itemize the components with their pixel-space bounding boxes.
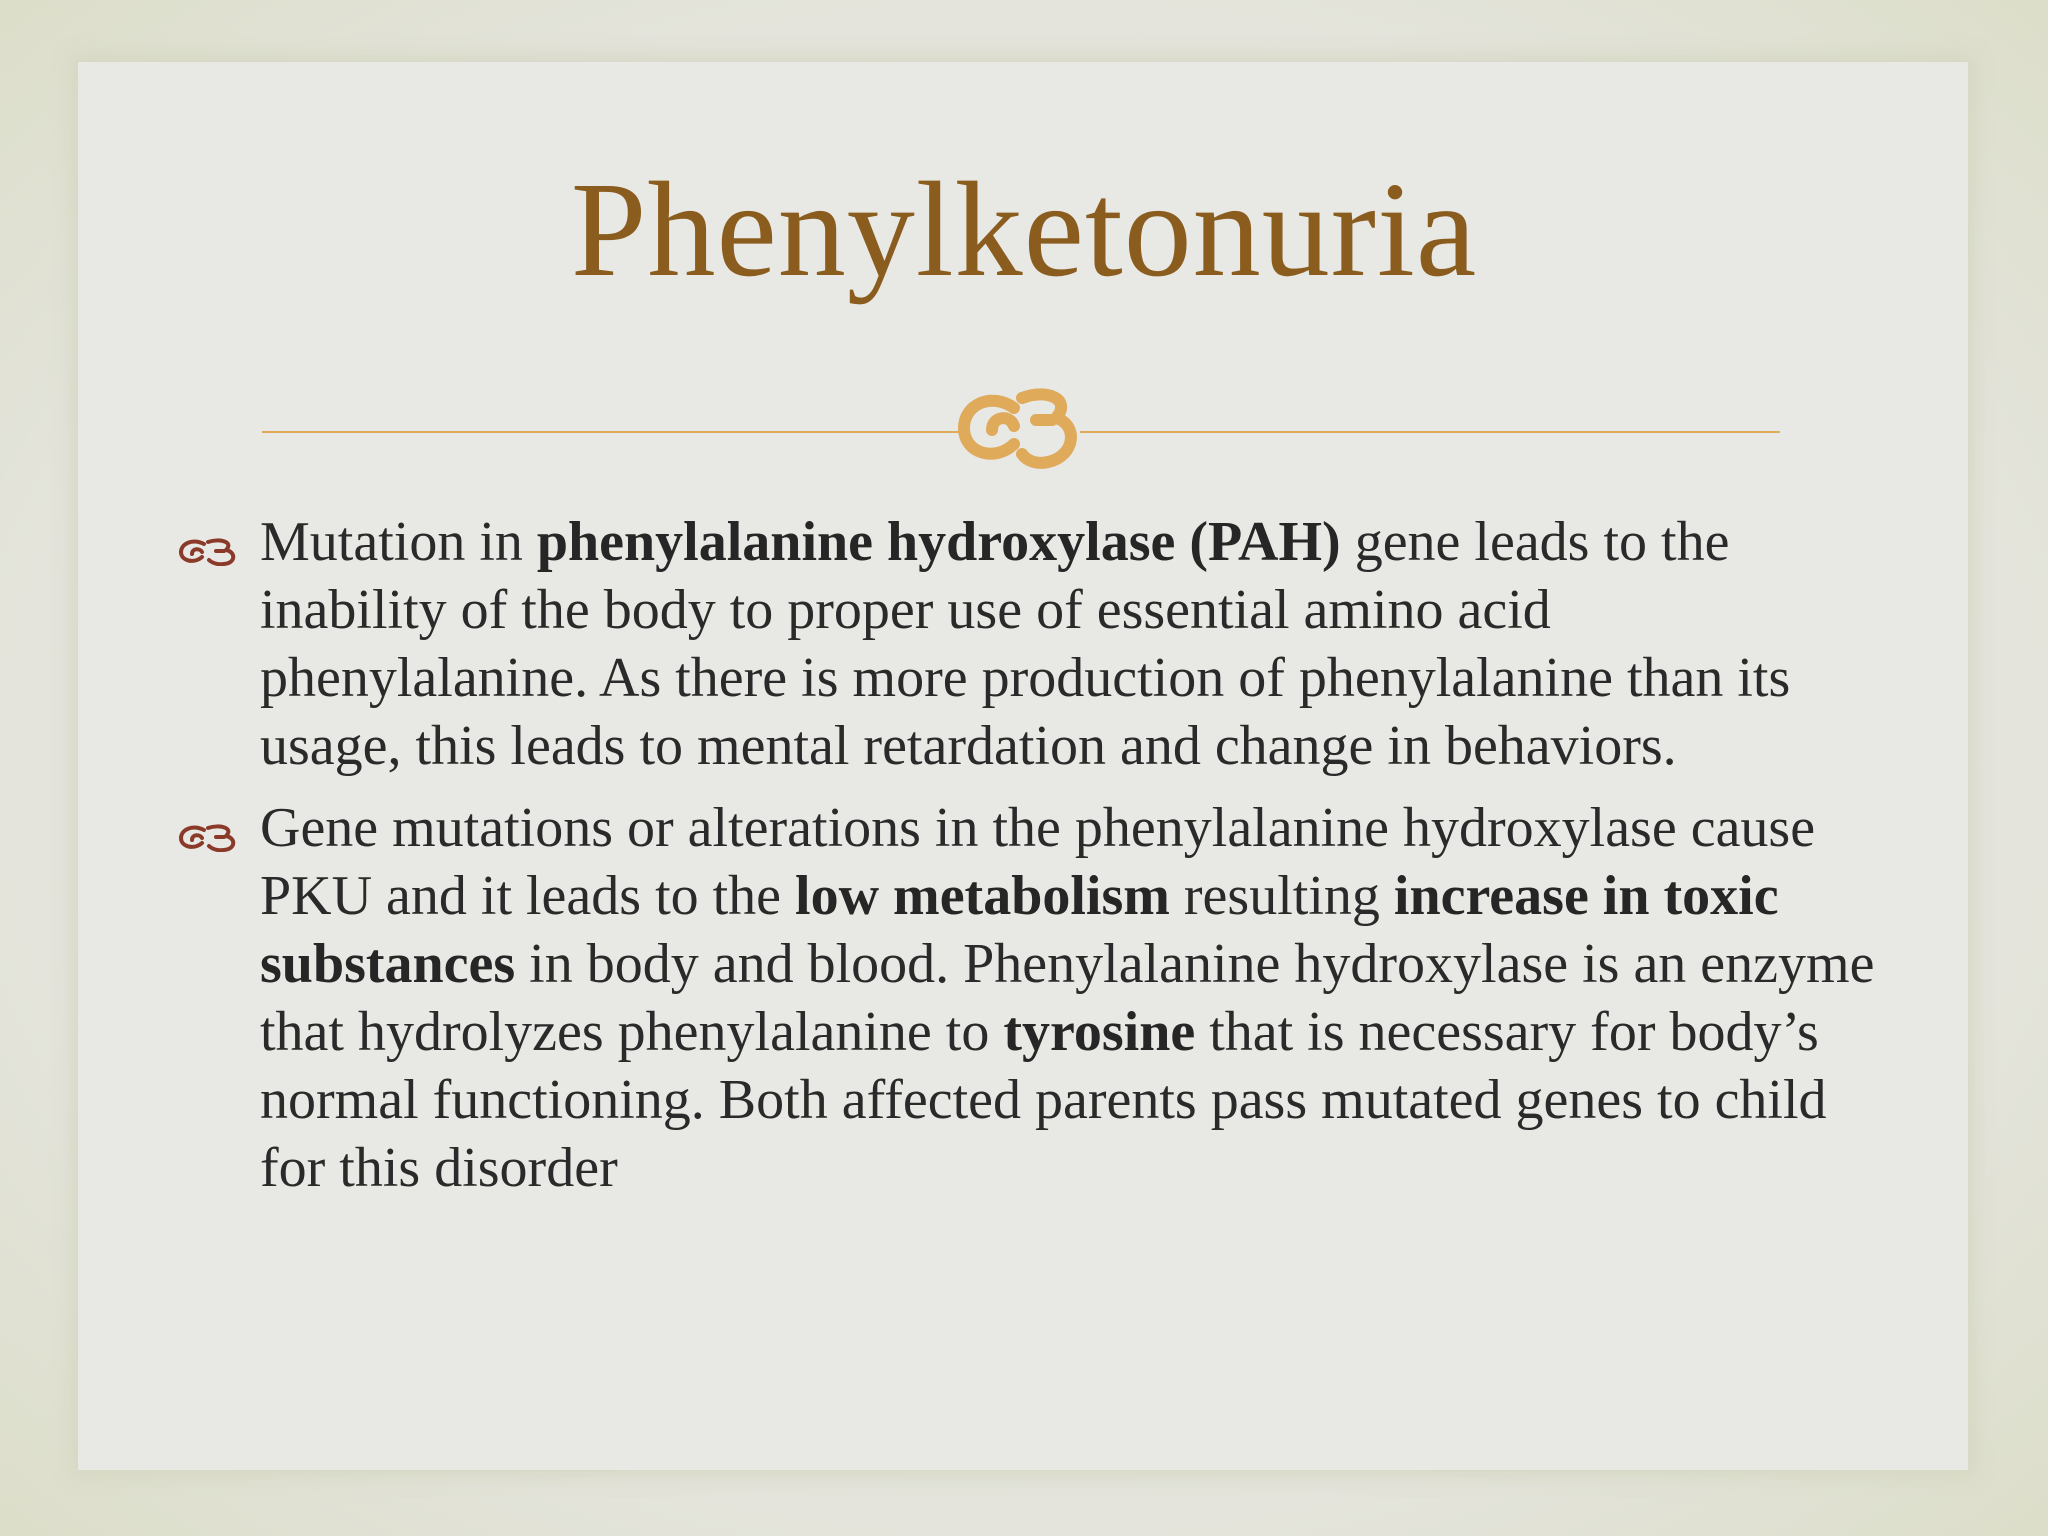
swash-bullet-icon xyxy=(178,822,240,852)
list-item xyxy=(178,794,1878,1202)
bullet-text: Mutation in phenylalanine hydroxylase (PAH) gene leads to the inability of the body to proper use of essential amino acid phenylalanine. As there is more production of phenylalanine than its usage, this leads to mental retardation and change in behaviors. xyxy=(260,511,1791,777)
divider-line-right xyxy=(1080,431,1780,433)
bullet-text: Gene mutations or alterations in the phenylalanine hydroxylase cause PKU and it leads to the low metabolism resulting increase in toxic substances in body and blood. Phenylalanine hydroxylase is an enzyme that hydrolyzes phenylalanine to tyrosine that is necessary for body’s normal functioning. Both affected parents pass mutated genes to child for this disorder xyxy=(260,797,1875,1199)
swash-bullet-icon xyxy=(178,536,240,566)
list-item xyxy=(178,508,1878,780)
bullet-list xyxy=(178,508,1878,1216)
slide-title: Phenylketonuria xyxy=(570,155,1478,305)
divider-line-left xyxy=(262,431,962,433)
ornament-swash-icon xyxy=(952,370,1090,480)
